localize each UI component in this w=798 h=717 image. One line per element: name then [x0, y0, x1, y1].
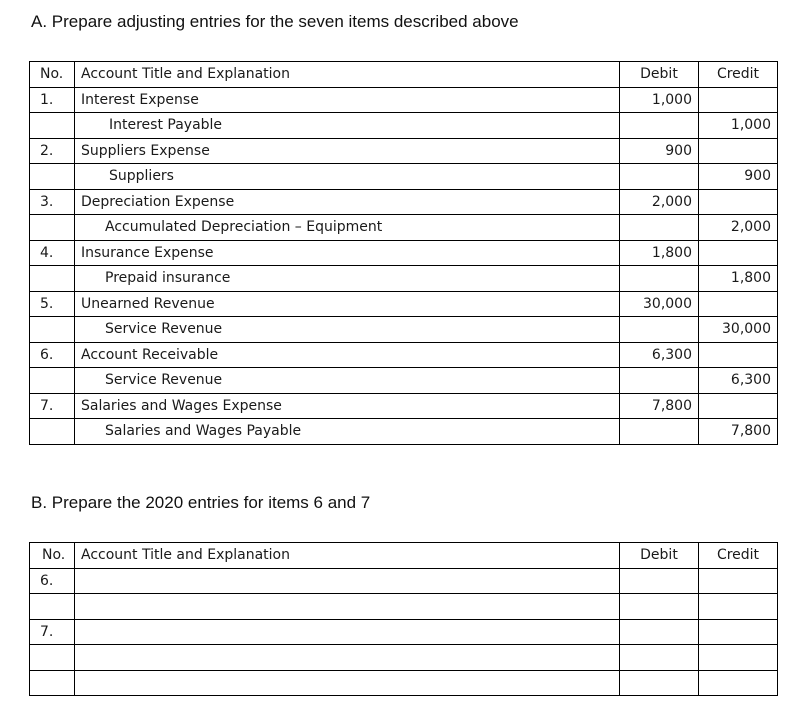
header-no: No. — [30, 543, 75, 569]
account-cell[interactable] — [75, 594, 620, 620]
entry-number-cell[interactable] — [30, 645, 75, 671]
debit-cell[interactable] — [620, 645, 699, 671]
debit-cell: 2,000 — [620, 189, 699, 215]
table-row — [30, 164, 778, 190]
credit-cell: 1,800 — [699, 266, 778, 292]
debit-cell: 30,000 — [620, 291, 699, 317]
debit-cell[interactable] — [620, 670, 699, 696]
header-debit: Debit — [620, 62, 699, 88]
table-row — [30, 594, 778, 620]
entry-number-cell — [30, 419, 75, 445]
entry-number-cell: 2. — [30, 138, 75, 164]
debit-cell: 900 — [620, 138, 699, 164]
account-cell: Suppliers — [75, 164, 620, 190]
entry-number-cell: 3. — [30, 189, 75, 215]
table-row — [30, 291, 778, 317]
entry-number-cell — [30, 164, 75, 190]
section-a-heading: A. Prepare adjusting entries for the seven items described above — [31, 12, 519, 31]
credit-cell[interactable] — [699, 619, 778, 645]
table-header-row — [30, 543, 778, 569]
credit-cell: 900 — [699, 164, 778, 190]
entry-number-cell[interactable] — [30, 670, 75, 696]
entry-number-cell — [30, 113, 75, 139]
account-cell: Unearned Revenue — [75, 291, 620, 317]
credit-cell — [699, 291, 778, 317]
debit-cell: 6,300 — [620, 342, 699, 368]
debit-cell — [620, 113, 699, 139]
account-cell[interactable] — [75, 619, 620, 645]
debit-cell — [620, 215, 699, 241]
section-b-heading: B. Prepare the 2020 entries for items 6 and 7 — [31, 493, 371, 512]
table-row — [30, 317, 778, 343]
credit-cell: 1,000 — [699, 113, 778, 139]
credit-cell — [699, 138, 778, 164]
credit-cell — [699, 342, 778, 368]
entry-number-cell — [30, 266, 75, 292]
table-row — [30, 342, 778, 368]
account-cell[interactable] — [75, 645, 620, 671]
debit-cell — [620, 266, 699, 292]
table-row — [30, 568, 778, 594]
credit-cell: 7,800 — [699, 419, 778, 445]
entry-number-cell: 1. — [30, 87, 75, 113]
debit-cell — [620, 164, 699, 190]
credit-cell[interactable] — [699, 568, 778, 594]
debit-cell — [620, 419, 699, 445]
header-credit: Credit — [699, 62, 778, 88]
credit-cell — [699, 240, 778, 266]
credit-cell: 2,000 — [699, 215, 778, 241]
entry-number-cell — [30, 317, 75, 343]
header-no: No. — [30, 62, 75, 88]
credit-cell[interactable] — [699, 594, 778, 620]
entry-number-cell: 4. — [30, 240, 75, 266]
entry-number-cell[interactable] — [30, 594, 75, 620]
table-row — [30, 189, 778, 215]
table-row — [30, 393, 778, 419]
account-cell: Insurance Expense — [75, 240, 620, 266]
header-account: Account Title and Explanation — [75, 543, 620, 569]
entry-number-cell: 7. — [30, 393, 75, 419]
table-row — [30, 368, 778, 394]
table-row — [30, 138, 778, 164]
credit-cell: 30,000 — [699, 317, 778, 343]
table-row — [30, 87, 778, 113]
table-row — [30, 670, 778, 696]
credit-cell — [699, 393, 778, 419]
table-row — [30, 215, 778, 241]
debit-cell: 1,000 — [620, 87, 699, 113]
account-cell: Salaries and Wages Payable — [75, 419, 620, 445]
table-row — [30, 619, 778, 645]
account-cell: Interest Payable — [75, 113, 620, 139]
debit-cell[interactable] — [620, 619, 699, 645]
adjusting-entries-table — [29, 61, 778, 445]
table-row — [30, 240, 778, 266]
debit-cell: 7,800 — [620, 393, 699, 419]
table-row — [30, 113, 778, 139]
entry-number-cell: 5. — [30, 291, 75, 317]
account-cell: Salaries and Wages Expense — [75, 393, 620, 419]
header-credit: Credit — [699, 543, 778, 569]
table-row — [30, 645, 778, 671]
account-cell: Service Revenue — [75, 317, 620, 343]
debit-cell: 1,800 — [620, 240, 699, 266]
entry-number-cell — [30, 215, 75, 241]
account-cell[interactable] — [75, 568, 620, 594]
debit-cell[interactable] — [620, 594, 699, 620]
entry-number-cell[interactable]: 6. — [30, 568, 75, 594]
account-cell: Interest Expense — [75, 87, 620, 113]
account-cell: Suppliers Expense — [75, 138, 620, 164]
account-cell: Prepaid insurance — [75, 266, 620, 292]
table-row — [30, 266, 778, 292]
account-cell: Depreciation Expense — [75, 189, 620, 215]
account-cell: Account Receivable — [75, 342, 620, 368]
table-row — [30, 419, 778, 445]
table-header-row — [30, 62, 778, 88]
entry-number-cell[interactable]: 7. — [30, 619, 75, 645]
account-cell: Accumulated Depreciation – Equipment — [75, 215, 620, 241]
account-cell[interactable] — [75, 670, 620, 696]
credit-cell: 6,300 — [699, 368, 778, 394]
credit-cell[interactable] — [699, 670, 778, 696]
entries-2020-table — [29, 542, 778, 696]
entry-number-cell — [30, 368, 75, 394]
debit-cell — [620, 317, 699, 343]
credit-cell — [699, 189, 778, 215]
entry-number-cell: 6. — [30, 342, 75, 368]
credit-cell[interactable] — [699, 645, 778, 671]
account-cell: Service Revenue — [75, 368, 620, 394]
debit-cell[interactable] — [620, 568, 699, 594]
header-account: Account Title and Explanation — [75, 62, 620, 88]
credit-cell — [699, 87, 778, 113]
header-debit: Debit — [620, 543, 699, 569]
debit-cell — [620, 368, 699, 394]
